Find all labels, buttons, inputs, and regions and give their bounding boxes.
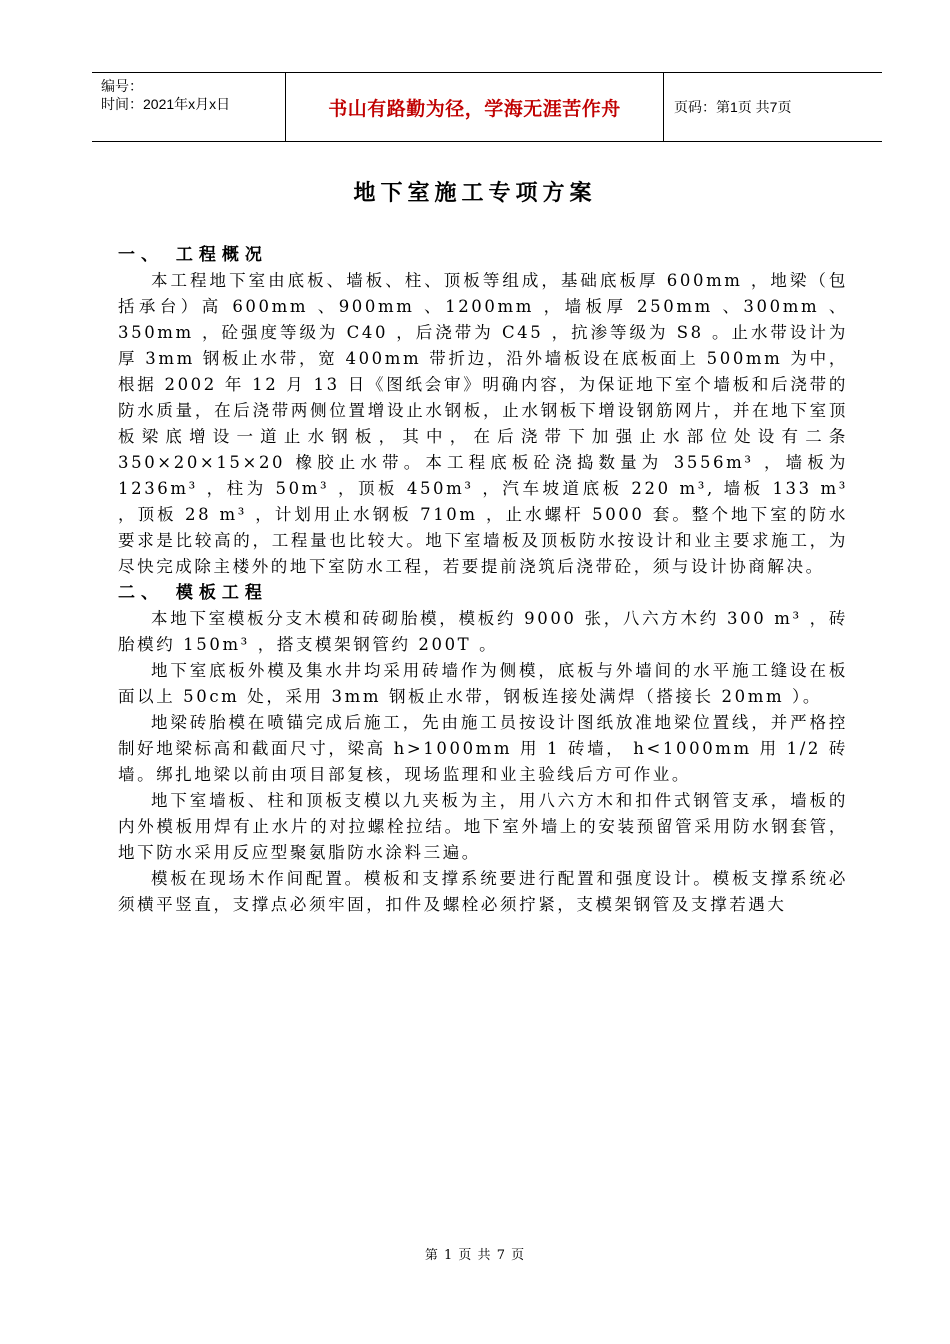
section-heading-overview: 一、 工程概况 — [118, 245, 268, 265]
time-label: 时间：2021年x月x日 — [101, 96, 231, 112]
document-title: 地下室施工专项方案 — [353, 181, 597, 206]
motto-text: 书山有路勤为径，学海无涯苦作舟 — [328, 97, 621, 120]
page-number-label: 页码：第1页 共7页 — [674, 99, 792, 115]
paragraph: 模板在现场木作间配置。模板和支撑系统要进行配置和强度设计。模板支撑系统必须横平竖直，支撑点必须牢固，扣件及螺栓必须拧紧，支模架钢管及支撑若遇大 — [118, 869, 848, 914]
header-info-cell — [92, 73, 286, 141]
paragraph: 地下室底板外模及集水井均采用砖墙作为侧模，底板与外墙间的水平施工缝设在板面以上 50cm 处，采用 3mm 钢板止水带，钢板连接处满焊（搭接长 20mm ）。 — [118, 661, 848, 706]
header-motto-cell — [286, 73, 664, 141]
paragraph: 地下室墙板、柱和顶板支模以九夹板为主，用八六方木和扣件式钢管支承，墙板的内外模板用焊有止水片的对拉螺栓拉结。地下室外墙上的安装预留管采用防水钢套管，地下防水采用反应型聚氨脂防水涂料三遍。 — [118, 791, 848, 862]
paragraph: 地梁砖胎模在喷锚完成后施工，先由施工员按设计图纸放准地梁位置线，并严格控制好地梁标高和截面尺寸，梁高 h>1000mm 用 1 砖墙， h<1000mm 用 1/2 砖墙。绑扎地梁以前由项目部复核，现场监理和业主验线后方可作业。 — [118, 713, 848, 784]
paragraph: 本地下室模板分支木模和砖砌胎模，模板约 9000 张，八六方木约 300 m³ ，砖胎模约 150m³ ，搭支模架钢管约 200T 。 — [118, 609, 848, 654]
paragraph: 本工程地下室由底板、墙板、柱、顶板等组成，基础底板厚 600mm ，地梁（包括承台）高 600mm 、900mm 、1200mm ，墙板厚 250mm 、300mm 、350mm ，砼强度等级为 C40 ，后浇带为 C45 ，抗渗等级为 S8 。止水带设计为厚 3mm 钢板止水带，宽 400mm 带折边，沿外墙板设在底板面上 500mm 为中，根据 2002 年 12 月 13 日《图纸会审》明确内容，为保证地下室个墙板和后浇带的防水质量，在后浇带两侧位置增设止水钢板，止水钢板下增设钢筋网片，并在地下室顶板梁底增设一道止水钢板，其中，在后浇带下加强止水部位处设有二条 350×20×15×20 橡胶止水带。本工程底板砼浇捣数量为 3556m³ ，墙板为 1236m³ ，柱为 50m³ ，顶板 450m³ ，汽车坡道底板 220 m³, 墙板 133 m³ ，顶板 28 m³ ，计划用止水钢板 710m ，止水螺杆 5000 套。整个地下室的防水要求是比较高的，工程量也比较大。地下室墙板及顶板防水按设计和业主要求施工，为尽快完成除主楼外的地下室防水工程，若要提前浇筑后浇带砼，须与设计协商解决。 — [118, 271, 848, 576]
header-table — [92, 72, 882, 142]
header-page-cell — [664, 73, 882, 141]
document-body — [118, 242, 848, 918]
page-footer: 第 1 页 共 7 页 — [424, 1248, 526, 1263]
section-heading-formwork: 二、 模板工程 — [118, 583, 268, 603]
serial-number-label: 编号： — [101, 78, 143, 94]
